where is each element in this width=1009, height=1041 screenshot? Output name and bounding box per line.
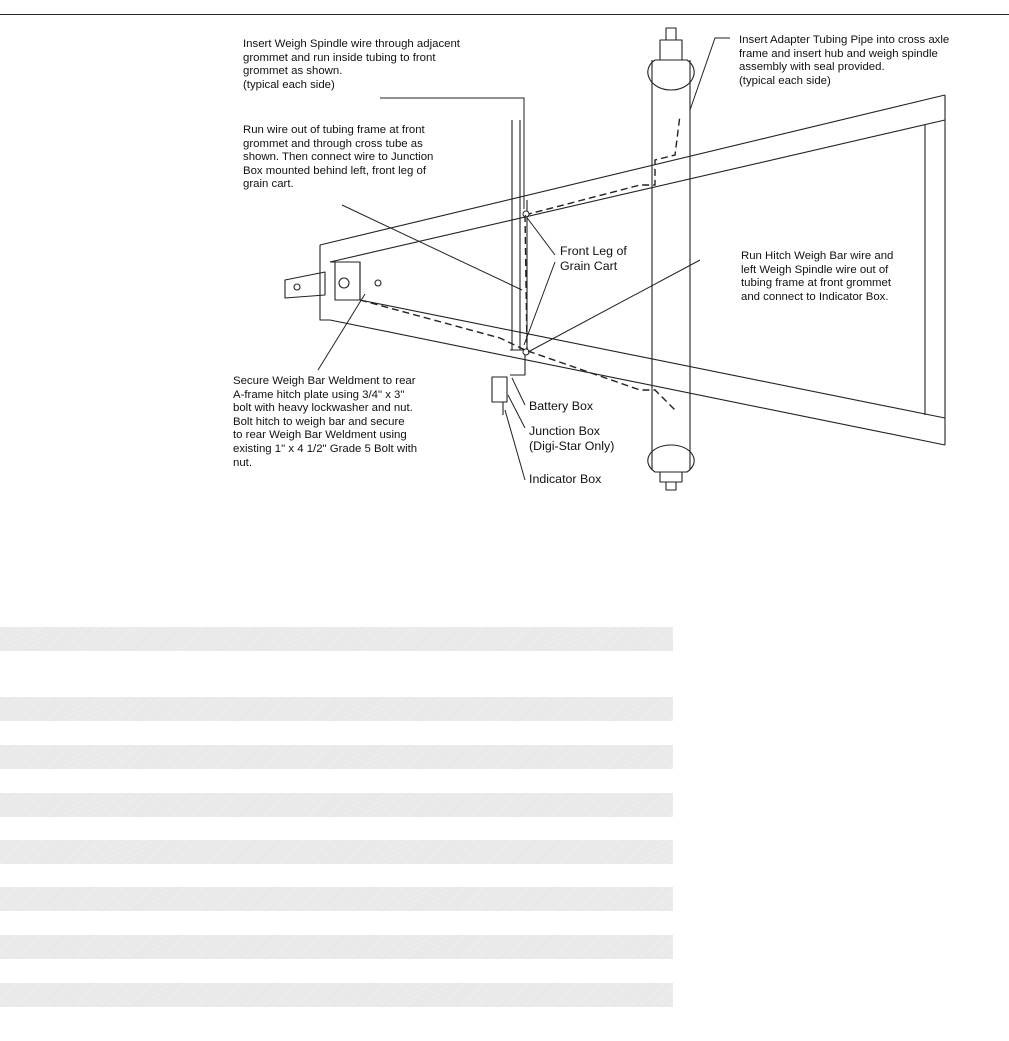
hub-bottom <box>648 445 694 472</box>
placeholder-row <box>0 840 673 864</box>
callout-indicator-box: Indicator Box <box>529 472 602 486</box>
callout-hitch-weigh-bar-wire: Run Hitch Weigh Bar wire and left Weigh Spindle wire out of tubing frame at front grommet and connect to Indicator Box. <box>741 250 894 303</box>
placeholder-row <box>0 935 673 959</box>
callout-adapter-tubing-pipe: Insert Adapter Tubing Pipe into cross axle frame and insert hub and weigh spindle assembly with seal provided. (typical each side) <box>739 34 950 87</box>
front-leg <box>512 120 520 350</box>
placeholder-row <box>0 887 673 911</box>
callout-secure-weldment: Secure Weigh Bar Weldment to rear A-frame hitch plate using 3/4" x 3" bolt with heavy lockwasher and nut. Bolt hitch to weigh bar and secure to rear Weigh Bar Weldment using existing 1" x 4 1/2" Grade 5 Bolt with nut. <box>233 375 418 469</box>
callout-weigh-spindle-wire: Insert Weigh Spindle wire through adjacent grommet and run inside tubing to front grommet as shown. (typical each side) <box>243 38 460 91</box>
hitch-plate <box>285 272 325 298</box>
battery-box-shape <box>492 377 507 402</box>
callout-front-leg: Front Leg of Grain Cart <box>560 244 627 273</box>
placeholder-row <box>0 745 673 769</box>
placeholder-row <box>0 697 673 721</box>
hub-top <box>648 60 694 90</box>
axle-tube <box>652 60 690 470</box>
frame-front-end <box>925 95 945 445</box>
callout-run-wire-out: Run wire out of tubing frame at front grommet and through cross tube as shown. Then connect wire to Junction Box mounted behind left, front leg of grain cart. <box>243 124 434 191</box>
placeholder-row <box>0 793 673 817</box>
frame-lower-rail <box>330 300 945 445</box>
callout-battery-box: Battery Box <box>529 399 594 413</box>
callout-junction-box: Junction Box (Digi-Star Only) <box>529 424 615 453</box>
placeholder-row <box>0 627 673 651</box>
wire-upper <box>525 115 680 215</box>
placeholder-row <box>0 983 673 1007</box>
